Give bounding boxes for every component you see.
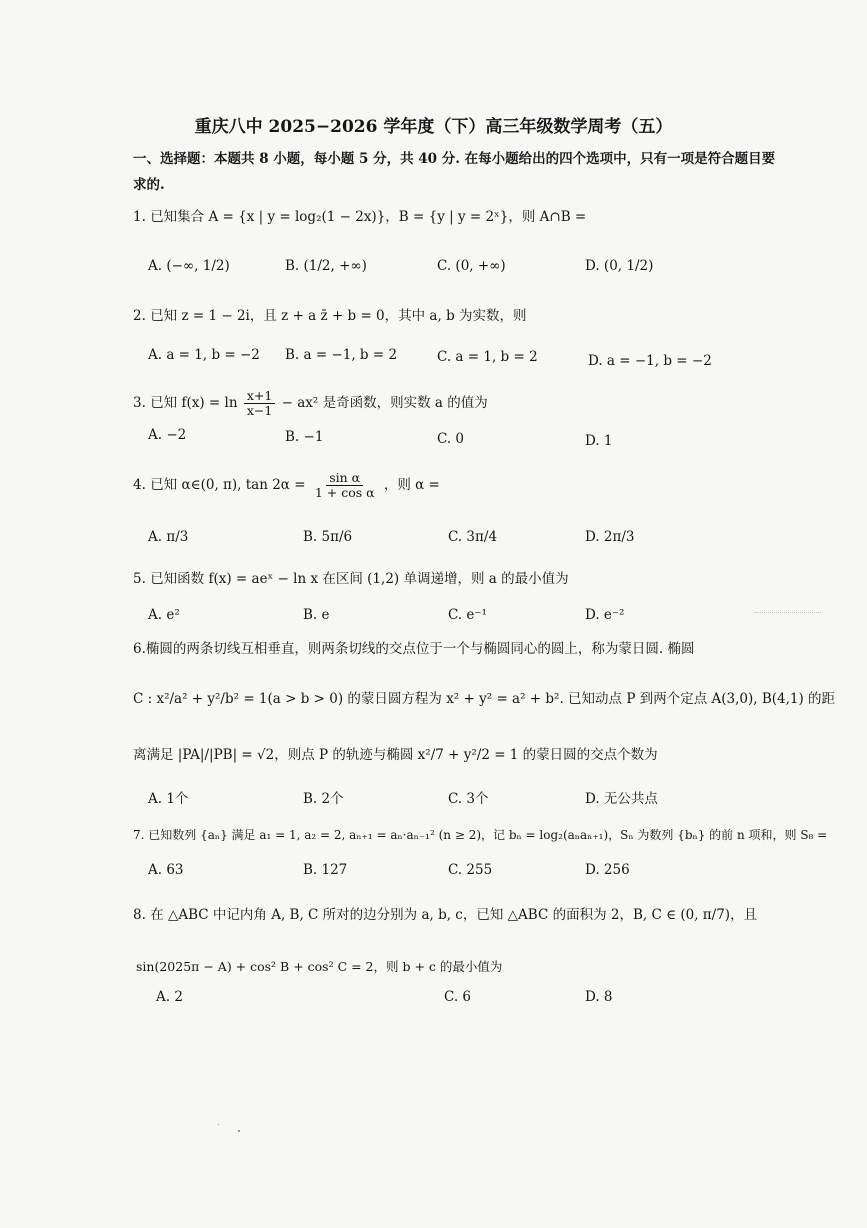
q7-option-c[interactable]: C. 255 — [448, 862, 493, 878]
fraction — [312, 471, 378, 500]
question-2 — [133, 307, 527, 325]
question-number: 7. — [133, 828, 145, 842]
q8-option-a[interactable]: A. 2 — [156, 989, 183, 1005]
q2-option-d[interactable]: D. a = −1, b = −2 — [588, 353, 712, 369]
q7-option-b[interactable]: B. 127 — [303, 862, 348, 878]
q5-option-c[interactable]: C. e⁻¹ — [448, 607, 487, 623]
q3-option-a[interactable]: A. −2 — [148, 427, 187, 443]
q4-option-b[interactable]: B. 5π/6 — [303, 529, 353, 545]
exam-title: 重庆八中 2025−2026 学年度（下）高三年级数学周考（五） — [194, 117, 673, 137]
question-6-line-2: C : x²/a² + y²/b² = 1(a > b > 0) 的蒙日圆方程为 x² + y² = a² + b². 已知动点 P 到两个定点 A(3,0), B(4,1) 的距 — [133, 691, 836, 707]
question-text-part-b: ，则 α = — [383, 477, 440, 493]
section-intro-2: 求的. — [133, 177, 165, 193]
q2-option-b[interactable]: B. a = −1, b = 2 — [285, 347, 398, 363]
question-8-line-1 — [133, 906, 757, 924]
question-text-part-a: 已知 α∈(0, π), tan 2α = — [150, 477, 306, 493]
q4-option-d[interactable]: D. 2π/3 — [585, 529, 635, 545]
q1-option-a[interactable]: A. (−∞, 1/2) — [148, 258, 230, 274]
q3-option-d[interactable]: D. 1 — [585, 433, 613, 449]
fraction-numerator: x+1 — [244, 389, 275, 404]
q8-option-c[interactable]: C. 6 — [444, 989, 472, 1005]
question-number: 5. — [133, 571, 146, 587]
q6-option-b[interactable]: B. 2个 — [303, 791, 344, 807]
q5-option-d[interactable]: D. e⁻² — [585, 607, 625, 623]
question-number: 1. — [133, 209, 146, 225]
question-4 — [133, 470, 440, 500]
question-number: 4. — [133, 477, 146, 493]
question-6-line-3: 离满足 |PA|/|PB| = √2，则点 P 的轨迹与椭圆 x²/7 + y²/2 = 1 的蒙日圆的交点个数为 — [133, 747, 658, 763]
question-number: 8. — [133, 907, 146, 923]
q1-option-c[interactable]: C. (0, +∞) — [437, 258, 506, 274]
q4-option-a[interactable]: A. π/3 — [148, 529, 189, 545]
q6-option-c[interactable]: C. 3个 — [448, 791, 489, 807]
q5-option-a[interactable]: A. e² — [148, 607, 180, 623]
fraction — [244, 389, 275, 418]
question-text-part-b: − ax² 是奇函数，则实数 a 的值为 — [281, 395, 488, 411]
question-text: 已知 z = 1 − 2i，且 z + a z̄ + b = 0，其中 a, b 为实数，则 — [150, 308, 527, 324]
fraction-denominator: 1 + cos α — [314, 485, 375, 500]
q6-option-d[interactable]: D. 无公共点 — [585, 791, 658, 807]
question-1 — [133, 208, 586, 226]
q3-option-c[interactable]: C. 0 — [437, 431, 465, 447]
q7-option-a[interactable]: A. 63 — [148, 862, 184, 878]
question-text: 已知集合 A = {x | y = log₂(1 − 2x)}，B = {y | y = 2ˣ}，则 A∩B = — [150, 209, 587, 225]
section-heading: 一、选择题： — [133, 151, 214, 167]
question-number: 2. — [133, 308, 146, 324]
q2-option-a[interactable]: A. a = 1, b = −2 — [148, 347, 260, 363]
q1-option-b[interactable]: B. (1/2, +∞) — [285, 258, 367, 274]
scan-smudge — [755, 612, 821, 616]
question-text-part-a: 已知 f(x) = ln — [150, 395, 238, 411]
fraction-denominator: x−1 — [246, 403, 273, 418]
scan-speck — [238, 1130, 240, 1132]
section-intro-1: 本题共 8 小题，每小题 5 分，共 40 分. 在每小题给出的四个选项中，只有一项是符合题目要 — [214, 151, 776, 167]
q6-option-a[interactable]: A. 1个 — [148, 791, 189, 807]
fraction-numerator: sin α — [326, 471, 363, 486]
q7-option-d[interactable]: D. 256 — [585, 862, 630, 878]
question-text: 椭圆的两条切线互相垂直，则两条切线的交点位于一个与椭圆同心的圆上，称为蒙日圆. 椭圆 — [145, 641, 695, 657]
question-text: 在 △ABC 中记内角 A, B, C 所对的边分别为 a, b, c，已知 △ABC 的面积为 2，B, C ∈ (0, π/7)，且 — [150, 907, 758, 923]
question-number: 6. — [133, 641, 146, 657]
question-number: 3. — [133, 395, 146, 411]
question-5 — [133, 570, 569, 588]
section-intro-line-1 — [133, 150, 775, 168]
scan-speck — [218, 1124, 219, 1125]
q2-option-c[interactable]: C. a = 1, b = 2 — [437, 349, 538, 365]
question-8-line-2: sin(2025π − A) + cos² B + cos² C = 2，则 b + c 的最小值为 — [136, 959, 503, 974]
question-3 — [133, 388, 488, 418]
q3-option-b[interactable]: B. −1 — [285, 429, 324, 445]
q5-option-b[interactable]: B. e — [303, 607, 330, 623]
q4-option-c[interactable]: C. 3π/4 — [448, 529, 498, 545]
question-7 — [133, 826, 827, 844]
question-6-line-1 — [133, 640, 694, 658]
question-text: 已知数列 {aₙ} 满足 a₁ = 1, a₂ = 2, aₙ₊₁ = aₙ·aₙ₋₁² (n ≥ 2)，记 bₙ = log₂(aₙaₙ₊₁)，Sₙ 为数列 {bₙ} 的前 n 项和，则 S₈ = — [148, 828, 828, 842]
q1-option-d[interactable]: D. (0, 1/2) — [585, 258, 654, 274]
question-text: 已知函数 f(x) = aeˣ − ln x 在区间 (1,2) 单调递增，则 a 的最小值为 — [150, 571, 569, 587]
q8-option-d[interactable]: D. 8 — [585, 989, 613, 1005]
